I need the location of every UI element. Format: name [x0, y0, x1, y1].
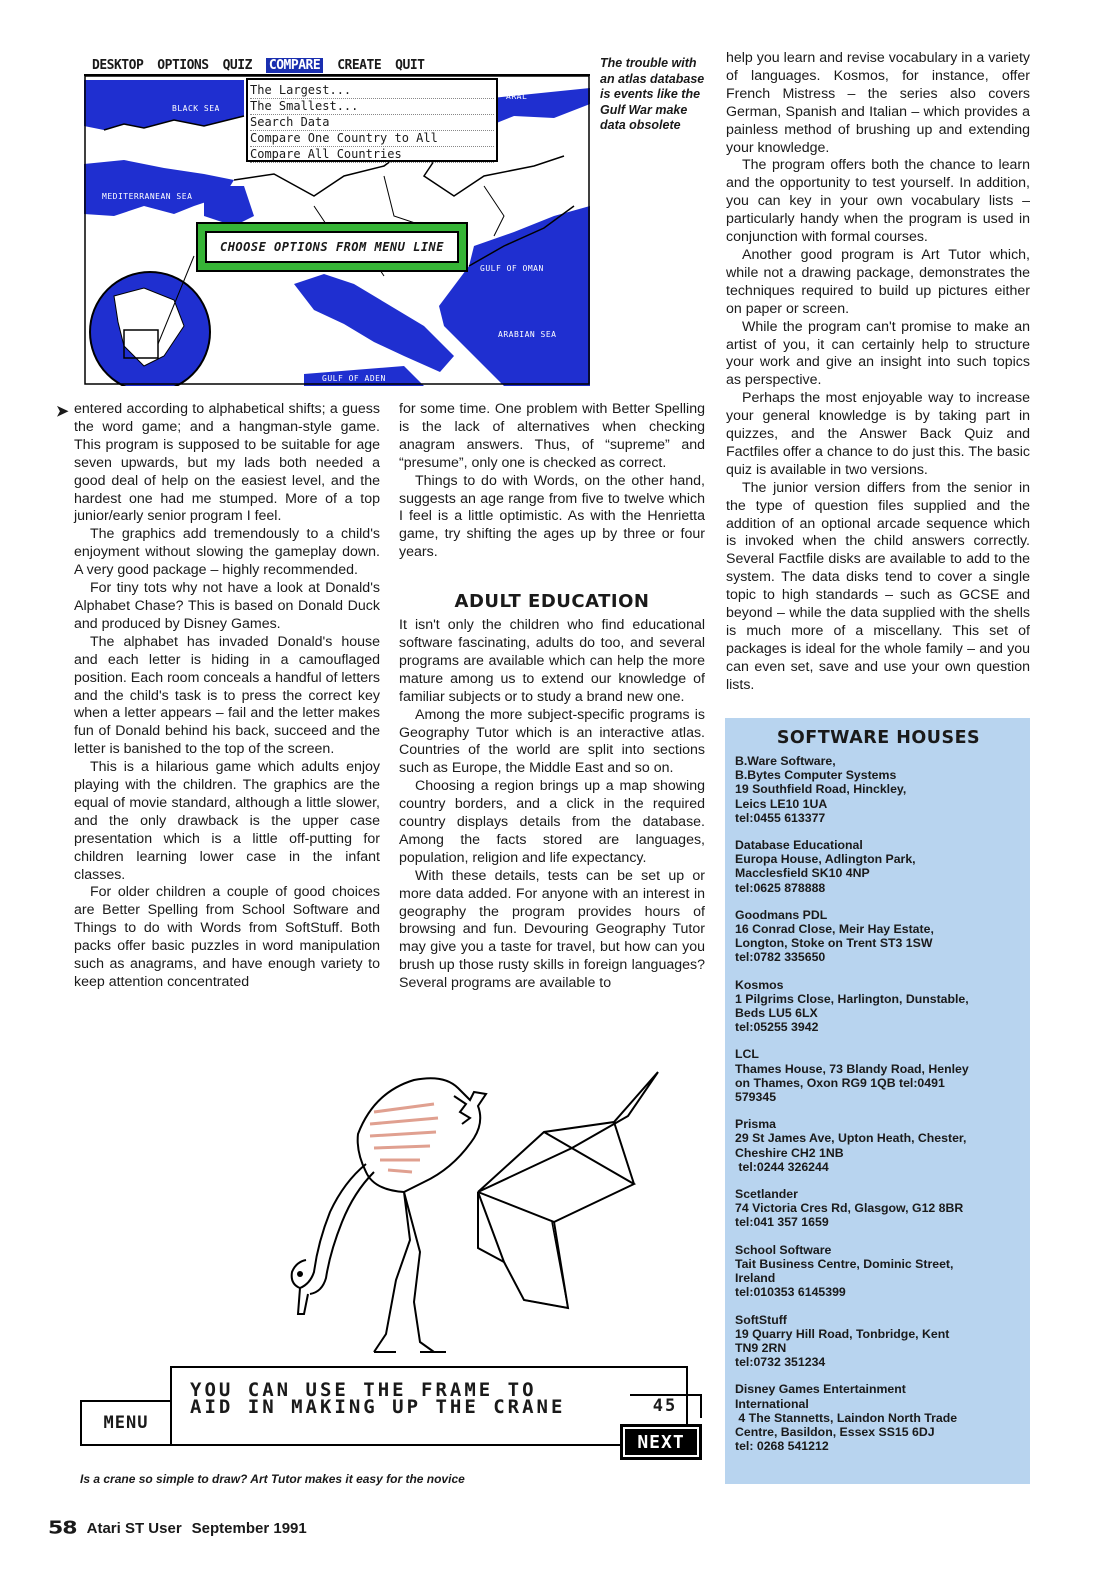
paragraph: for some time. One problem with Better Spelling is the lack of alternatives when checking anagram answers. Thus, of “supreme” and “presume”, only one is checked as correct. — [399, 401, 705, 471]
crane-drawing — [74, 1052, 706, 1372]
atlas-caption: The trouble with an atlas database is events like the Gulf War make data obsolete — [600, 56, 705, 132]
label-mediterranean: MEDITERRANEAN SEA — [102, 192, 193, 201]
paragraph: It isn't only the children who find educational software fascinating, adults do too, and several programs are available which can help the more mature among us to extend our knowledge of familiar subjects or to study a brand new one. — [399, 617, 705, 705]
dropdown-item-compare-all[interactable]: Compare All Countries — [250, 147, 494, 163]
prompt-text: CHOOSE OPTIONS FROM MENU LINE — [205, 231, 459, 263]
paragraph: The program offers both the chance to learn and the opportunity to test yourself. In addition, you can key in your own vocabulary lists – particularly handy when the program is used in conjunction with formal courses. — [726, 157, 1030, 246]
issue-date: September 1991 — [191, 1520, 307, 1537]
column-3 — [726, 50, 1030, 695]
continuation-arrow-icon: ➤ — [56, 403, 69, 420]
software-house-entry — [735, 838, 1022, 895]
paragraph: Things to do with Words, on the other hand, suggests an age range from five to twelve which I feel is a little optimistic. As with the Henrietta game, try shifting the ages up by three or four years. — [399, 472, 705, 561]
paragraph: Choosing a region brings up a map showing country borders, and a click in the required country displays details from the database. Among the facts stored are languages, population, religion and life expectancy. — [399, 778, 705, 866]
art-tutor-screenshot — [74, 1052, 706, 1470]
software-house-entry — [735, 908, 1022, 965]
paragraph: Among the more subject-specific programs is Geography Tutor which is an interactive atlas. Countries of the world are split into sections such as Europe, the Middle East and so on. — [399, 706, 705, 777]
column-1 — [74, 401, 380, 992]
paragraph: The graphics add tremendously to a child's enjoyment without slowing the gameplay down. A very good package – highly recommended. — [74, 526, 380, 579]
entry-text: Database Educational Europa House, Adlington Park, Macclesfield SK10 4NP tel:0625 878888 — [735, 838, 916, 895]
label-gulf-oman: GULF OF OMAN — [480, 264, 544, 273]
menu-quit[interactable]: QUIT — [395, 57, 425, 73]
software-house-entry — [735, 754, 1022, 825]
atlas-menubar — [84, 56, 590, 76]
next-button[interactable]: NEXT — [620, 1424, 702, 1460]
software-house-entry — [735, 1047, 1022, 1104]
frame-number: 45 — [630, 1394, 702, 1418]
menu-compare[interactable]: COMPARE — [266, 58, 323, 73]
menu-button[interactable]: MENU — [80, 1400, 172, 1446]
label-gulf-aden: GULF OF ADEN — [322, 374, 386, 383]
entry-text: SoftStuff 19 Quarry Hill Road, Tonbridge, Kent TN9 2RN tel:0732 351234 — [735, 1312, 950, 1370]
paragraph: This is a hilarious game which adults enjoy playing with the children. The graphics are the equal of movie standard, although a little slower, and the only drawback is the upper case presentation which is a little off-putting for children learning lower case in the infant classes. — [74, 759, 380, 883]
column-2 — [399, 401, 705, 993]
atlas-screenshot — [84, 56, 590, 386]
entry-text: Prisma 29 St James Ave, Upton Heath, Chester, Cheshire CH2 1NB tel:0244 326244 — [735, 1117, 967, 1174]
software-houses-title: SOFTWARE HOUSES — [776, 728, 981, 748]
label-aral: ARAL — [506, 92, 528, 101]
paragraph: help you learn and revise vocabulary in a variety of languages. Kosmos, for instance, offer French Mistress – the series also covers German, Spanish and Italian – which provides a painless method of brushing up and extending your knowledge. — [726, 50, 1030, 156]
software-houses-box — [725, 718, 1030, 1484]
entry-text: Kosmos 1 Pilgrims Close, Harlington, Dunstable, Beds LU5 6LX tel:05255 3942 — [735, 977, 969, 1035]
menu-create[interactable]: CREATE — [337, 57, 382, 73]
dropdown-item-compare-one[interactable]: Compare One Country to All — [250, 131, 494, 147]
page-footer — [48, 1516, 648, 1541]
entry-text: Disney Games Entertainment International 4 The Stannetts, Laindon North Trade Centre, Basildon, Essex SS15 6DJ tel: 0268 541212 — [735, 1382, 958, 1454]
tutor-message-line-2: AID IN MAKING UP THE CRANE — [190, 1396, 566, 1418]
label-arabian-sea: ARABIAN SEA — [498, 330, 557, 339]
art-tutor-caption: Is a crane so simple to draw? Art Tutor makes it easy for the novice — [80, 1472, 465, 1486]
entry-text: LCL Thames House, 73 Blandy Road, Henley on Thames, Oxon RG9 1QB tel:0491 579345 — [735, 1047, 969, 1105]
label-sea: SEA — [222, 274, 238, 283]
tutor-message — [170, 1366, 688, 1446]
compare-dropdown — [246, 78, 498, 162]
entry-text: B.Ware Software, B.Bytes Computer Systems 19 Southfield Road, Hinckley, Leics LE10 1UA tel:0455 613377 — [735, 754, 907, 825]
entry-text: School Software Tait Business Centre, Dominic Street, Ireland tel:010353 6145399 — [735, 1242, 954, 1300]
software-house-entry — [735, 1313, 1022, 1370]
software-house-entry — [735, 1243, 1022, 1300]
paragraph: While the program can't promise to make an artist of you, it can certainly help to structure your work and give an insight into such topics as perspective. — [726, 318, 1030, 389]
paragraph: For older children a couple of good choices are Better Spelling from School Software and Things to do with Words from SoftStuff. Both packs offer basic puzzles in word manipulation such as anagrams, and have enough variety to keep attention concentrated — [74, 884, 380, 990]
menu-desktop[interactable]: DESKTOP — [92, 57, 144, 73]
paragraph: Another good program is Art Tutor which, while not a drawing package, demonstrates the techniques required to build up pictures either on paper or screen. — [726, 246, 1030, 317]
entry-text: Scetlander 74 Victoria Cres Rd, Glasgow, G12 8BR tel:041 357 1659 — [735, 1187, 964, 1230]
menu-options[interactable]: OPTIONS — [157, 57, 209, 73]
label-black-sea: BLACK SEA — [172, 104, 220, 113]
dropdown-item-smallest[interactable]: The Smallest... — [250, 99, 494, 115]
software-house-entry — [735, 1382, 1022, 1453]
publication-name: Atari ST User — [86, 1520, 182, 1537]
paragraph: For tiny tots why not have a look at Donald's Alphabet Chase? This is based on Donald Duck and produced by Disney Games. — [74, 580, 380, 632]
paragraph: The alphabet has invaded Donald's house and each letter is hiding in a camouflaged position. Each room conceals a handful of letters and the child's task is to press the correct key when a letter appears – fail and the letter makes fun of Donald behind his back, succeed and the letter is banished to the top of the screen. — [74, 633, 380, 758]
paragraph: Perhaps the most enjoyable way to increase your general knowledge is by taking part in quizzes, and the Answer Back Quiz and Factfiles offer a chance to do just this. The basic quiz is available in two versions. — [726, 390, 1030, 478]
software-house-entry — [735, 1187, 1022, 1230]
menu-quiz[interactable]: QUIZ — [222, 57, 252, 73]
prompt-frame — [196, 222, 468, 272]
software-house-entry — [735, 1117, 1022, 1174]
tutor-message-line-1: YOU CAN USE THE FRAME TO — [190, 1379, 537, 1401]
paragraph: With these details, tests can be set up or more data added. For anyone with an interest in geography the program provides hours of browsing and fun. Devouring Geography Tutor may give you a taste for travel, but how can you brush up those rusty skills in foreign languages? Several programs are available to — [399, 867, 705, 992]
dropdown-item-largest[interactable]: The Largest... — [250, 83, 494, 99]
paragraph: entered according to alphabetical shifts; a guess the word game; and a hangman-style game. This program is supposed to be suitable for age seven upwards, but my lads both needed a good deal of help on the easiest level, and the hardest one had me stumped. More of a top junior/early senior program I feel. — [74, 401, 380, 525]
section-heading: ADULT EDUCATION — [454, 591, 650, 613]
software-house-entry — [735, 978, 1022, 1035]
page-number: 58 — [48, 1518, 77, 1539]
entry-text: Goodmans PDL 16 Conrad Close, Meir Hay Estate, Longton, Stoke on Trent ST3 1SW tel:0782 335650 — [735, 907, 934, 965]
dropdown-item-search[interactable]: Search Data — [250, 115, 494, 131]
paragraph: The junior version differs from the senior in the type of question files supplied and the addition of an optional arcade sequence which is invoked when the child answers correctly. Several Factfile disks are available to add to the system. The data disks tend to cover a single topic to high standards – such as GCSE and beyond – while the data supplied with the shells is much more of a miscellany. This set of packages is ideal for the whole family – and you can even set, save and use your own question lists. — [726, 479, 1030, 693]
